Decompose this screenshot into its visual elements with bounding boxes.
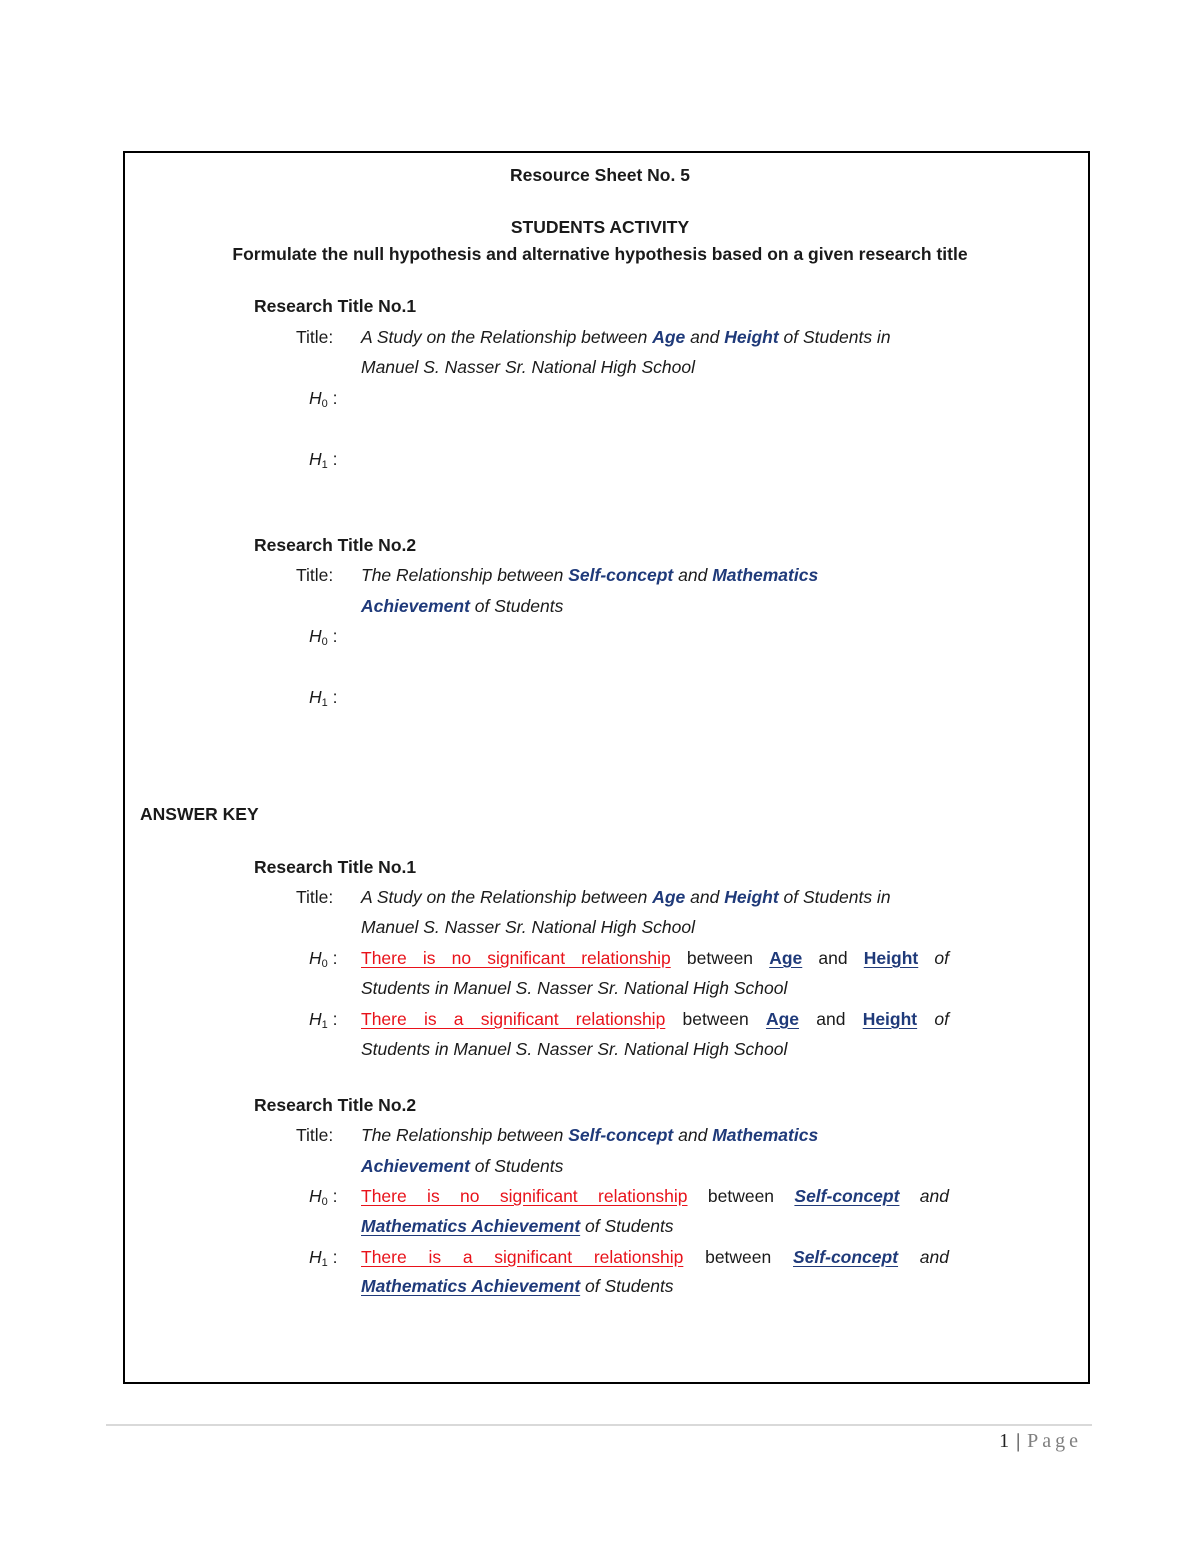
activity-heading: STUDENTS ACTIVITY (510, 217, 690, 237)
title-text: of Students in (778, 887, 891, 907)
variable-mathematics-achievement: Mathematics Achievement (361, 1276, 581, 1296)
ak-rt1-heading: Research Title No.1 (254, 857, 417, 877)
ak-rt1-h1-line1 (361, 1008, 949, 1030)
ak-rt2-h1-label (309, 1246, 338, 1274)
h-symbol: H (309, 1186, 322, 1206)
ak-rt1-h1-line2: Students in Manuel S. Nasser Sr. National High School (361, 1039, 788, 1059)
title-text: of Students (580, 1216, 674, 1236)
colon: : (332, 449, 338, 469)
ak-rt2-h0-line1 (361, 1185, 949, 1207)
variable-self-concept: Self-concept (794, 1186, 900, 1206)
answer-key-heading: ANSWER KEY (140, 804, 259, 824)
variable-height: Height (724, 887, 779, 907)
h-subscript: 0 (321, 958, 328, 970)
page-number: 1 (999, 1430, 1011, 1452)
activity-rt2-title-label: Title: (296, 565, 334, 585)
title-text: and (685, 887, 725, 907)
title-text: and (673, 1125, 713, 1145)
activity-rt2-h1-label (309, 686, 338, 714)
colon: : (332, 1186, 338, 1206)
relationship-phrase: There is no significant relationship (361, 948, 671, 968)
h-subscript: 0 (321, 1196, 328, 1208)
ak-rt2-h0-line2 (361, 1215, 674, 1237)
ak-rt1-title-line1 (361, 886, 891, 908)
variable-mathematics: Mathematics (712, 565, 819, 585)
title-text: and (685, 327, 725, 347)
variable-height: Height (863, 948, 919, 968)
h-subscript: 1 (321, 697, 328, 709)
ak-rt2-title-label: Title: (296, 1125, 334, 1145)
variable-height: Height (724, 327, 779, 347)
ak-rt1-h0-label (309, 947, 338, 975)
variable-achievement: Achievement (361, 596, 470, 616)
variable-age: Age (652, 327, 686, 347)
variable-self-concept: Self-concept (568, 1125, 674, 1145)
h-symbol: H (309, 1247, 322, 1267)
activity-rt2-heading: Research Title No.2 (254, 535, 417, 555)
h-symbol: H (309, 449, 322, 469)
title-text: and (673, 565, 713, 585)
relationship-phrase: There is a significant relationship (361, 1009, 666, 1029)
connector-text: between (705, 1247, 772, 1267)
connector-text: between (707, 1186, 775, 1206)
ak-rt1-title-line2: Manuel S. Nasser Sr. National High School (361, 917, 695, 937)
title-text: of Students in (778, 327, 891, 347)
variable-age: Age (769, 948, 803, 968)
connector-text: between (686, 948, 754, 968)
activity-rt1-heading: Research Title No.1 (254, 296, 417, 316)
variable-achievement: Achievement (361, 1156, 470, 1176)
connector-text: of (934, 1009, 949, 1029)
colon: : (332, 948, 338, 968)
h-symbol: H (309, 388, 322, 408)
activity-rt2-title-line2 (361, 595, 563, 617)
h-subscript: 0 (321, 398, 328, 410)
ak-rt1-h0-line1 (361, 947, 949, 969)
relationship-phrase: There is no significant relationship (361, 1186, 688, 1206)
colon: : (332, 687, 338, 707)
h-symbol: H (309, 687, 322, 707)
h-subscript: 1 (321, 1257, 328, 1269)
variable-mathematics: Mathematics (712, 1125, 819, 1145)
h-subscript: 1 (321, 459, 328, 471)
footer-divider (106, 1424, 1092, 1426)
activity-rt1-h0-label (309, 387, 338, 415)
connector-text: and (919, 1186, 949, 1206)
title-text: The Relationship between (361, 1125, 569, 1145)
colon: : (332, 1247, 338, 1267)
activity-rt1-title-line2: Manuel S. Nasser Sr. National High School (361, 357, 695, 377)
ak-rt2-h1-line2 (361, 1275, 674, 1297)
activity-rt1-title-line1 (361, 326, 891, 348)
colon: : (332, 1009, 338, 1029)
sheet-title: Resource Sheet No. 5 (510, 165, 690, 185)
footer-separator: | (1016, 1430, 1022, 1452)
ak-rt1-title-label: Title: (296, 887, 334, 907)
variable-mathematics-achievement: Mathematics Achievement (361, 1216, 581, 1236)
h-symbol: H (309, 1009, 322, 1029)
connector-text: and (818, 948, 848, 968)
activity-rt1-title-label: Title: (296, 327, 334, 347)
title-text: of Students (580, 1276, 674, 1296)
title-text: of Students (469, 596, 564, 616)
h-subscript: 0 (321, 636, 328, 648)
colon: : (332, 388, 338, 408)
variable-height: Height (862, 1009, 918, 1029)
h-symbol: H (309, 626, 322, 646)
ak-rt2-heading: Research Title No.2 (254, 1095, 417, 1115)
ak-rt2-title-line1 (361, 1124, 818, 1146)
title-text: A Study on the Relationship between (361, 327, 653, 347)
ak-rt2-h1-line1 (361, 1246, 949, 1268)
activity-rt2-title-line1 (361, 564, 818, 586)
connector-text: of (934, 948, 949, 968)
connector-text: and (919, 1247, 949, 1267)
h-symbol: H (309, 948, 322, 968)
variable-age: Age (765, 1009, 800, 1029)
activity-rt2-h0-label (309, 625, 338, 653)
variable-age: Age (652, 887, 686, 907)
ak-rt2-h0-label (309, 1185, 338, 1213)
h-subscript: 1 (321, 1019, 328, 1031)
title-text: of Students (469, 1156, 564, 1176)
ak-rt1-h0-line2: Students in Manuel S. Nasser Sr. National High School (361, 978, 788, 998)
connector-text: between (682, 1009, 749, 1029)
title-text: A Study on the Relationship between (361, 887, 653, 907)
activity-rt1-h1-label (309, 448, 338, 476)
connector-text: and (816, 1009, 846, 1029)
page-footer (999, 1430, 1082, 1453)
ak-rt1-h1-label (309, 1008, 338, 1036)
activity-instruction: Formulate the null hypothesis and alternative hypothesis based on a given research title (232, 244, 968, 264)
page-word: Page (1027, 1430, 1082, 1452)
ak-rt2-title-line2 (361, 1155, 563, 1177)
title-text: The Relationship between (361, 565, 569, 585)
relationship-phrase: There is a significant relationship (361, 1247, 684, 1267)
colon: : (332, 626, 338, 646)
variable-self-concept: Self-concept (568, 565, 674, 585)
variable-self-concept: Self-concept (793, 1247, 899, 1267)
